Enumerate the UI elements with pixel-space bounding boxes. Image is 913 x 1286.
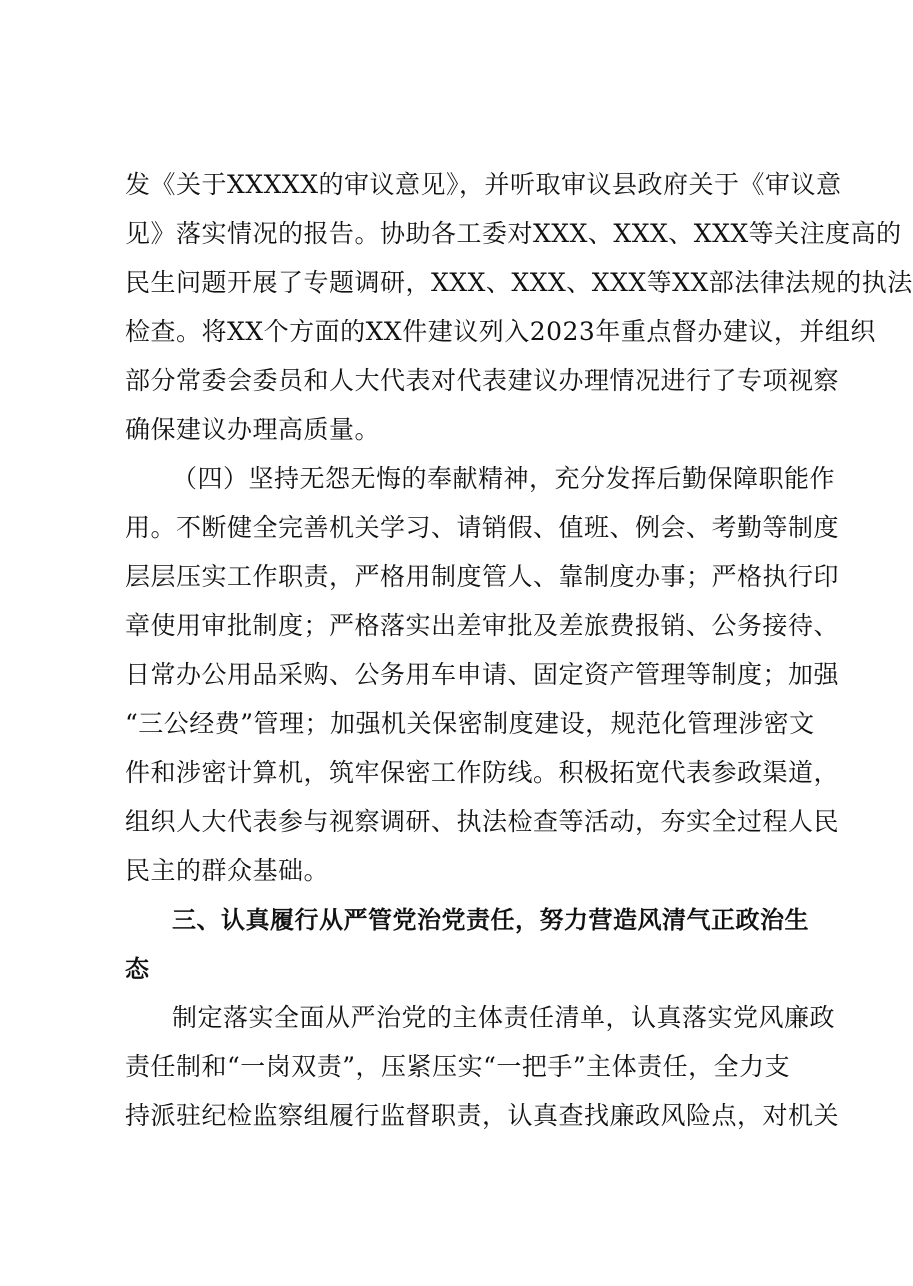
- text-line: 确保建议办理高质量。: [125, 415, 381, 444]
- text-line: 发《关于XXXXX的审议意见》，并听取审议县政府关于《审议意: [125, 170, 842, 199]
- text-line: 层层压实工作职责，严格用制度管人、靠制度办事；严格执行印: [125, 562, 840, 591]
- text-line: 检查。将XX个方面的XX件建议列入2023年重点督办建议，并组织: [125, 317, 876, 346]
- text-line: 责任制和“一岗双责”，压紧压实“一把手”主体责任，全力支: [125, 1052, 791, 1081]
- text-line: 日常办公用品采购、公务用车申请、固定资产管理等制度；加强: [125, 660, 840, 689]
- text-line: “三公经费”管理；加强机关保密制度建设，规范化管理涉密文: [125, 709, 815, 738]
- text-line: 组织人大代表参与视察调研、执法检查等活动，夯实全过程人民: [125, 807, 840, 836]
- text-line: 件和涉密计算机，筑牢保密工作防线。积极拓宽代表参政渠道，: [125, 758, 840, 787]
- section-four-heading-line: （四）坚持无怨无悔的奉献精神，充分发挥后勤保障职能作: [172, 464, 836, 493]
- section-three-heading: 三、认真履行从严管党治党责任，努力营造风清气正政治生: [172, 906, 809, 934]
- section-three-heading-continued: 态: [125, 955, 150, 983]
- text-line: 部分常委会委员和人大代表对代表建议办理情况进行了专项视察: [125, 366, 840, 395]
- text-line: 见》落实情况的报告。协助各工委对XXX、XXX、XXX等关注度高的: [125, 219, 902, 248]
- text-line: 用。不断健全完善机关学习、请销假、值班、例会、考勤等制度: [125, 513, 840, 542]
- text-line: 民生问题开展了专题调研，XXX、XXX、XXX等XX部法律法规的执法: [125, 268, 913, 297]
- text-line: 民主的群众基础。: [125, 856, 330, 885]
- text-line: 制定落实全面从严治党的主体责任清单，认真落实党风廉政: [172, 1003, 836, 1032]
- text-line: 持派驻纪检监察组履行监督职责，认真查找廉政风险点，对机关: [125, 1101, 840, 1130]
- text-line: 章使用审批制度；严格落实出差审批及差旅费报销、公务接待、: [125, 611, 840, 640]
